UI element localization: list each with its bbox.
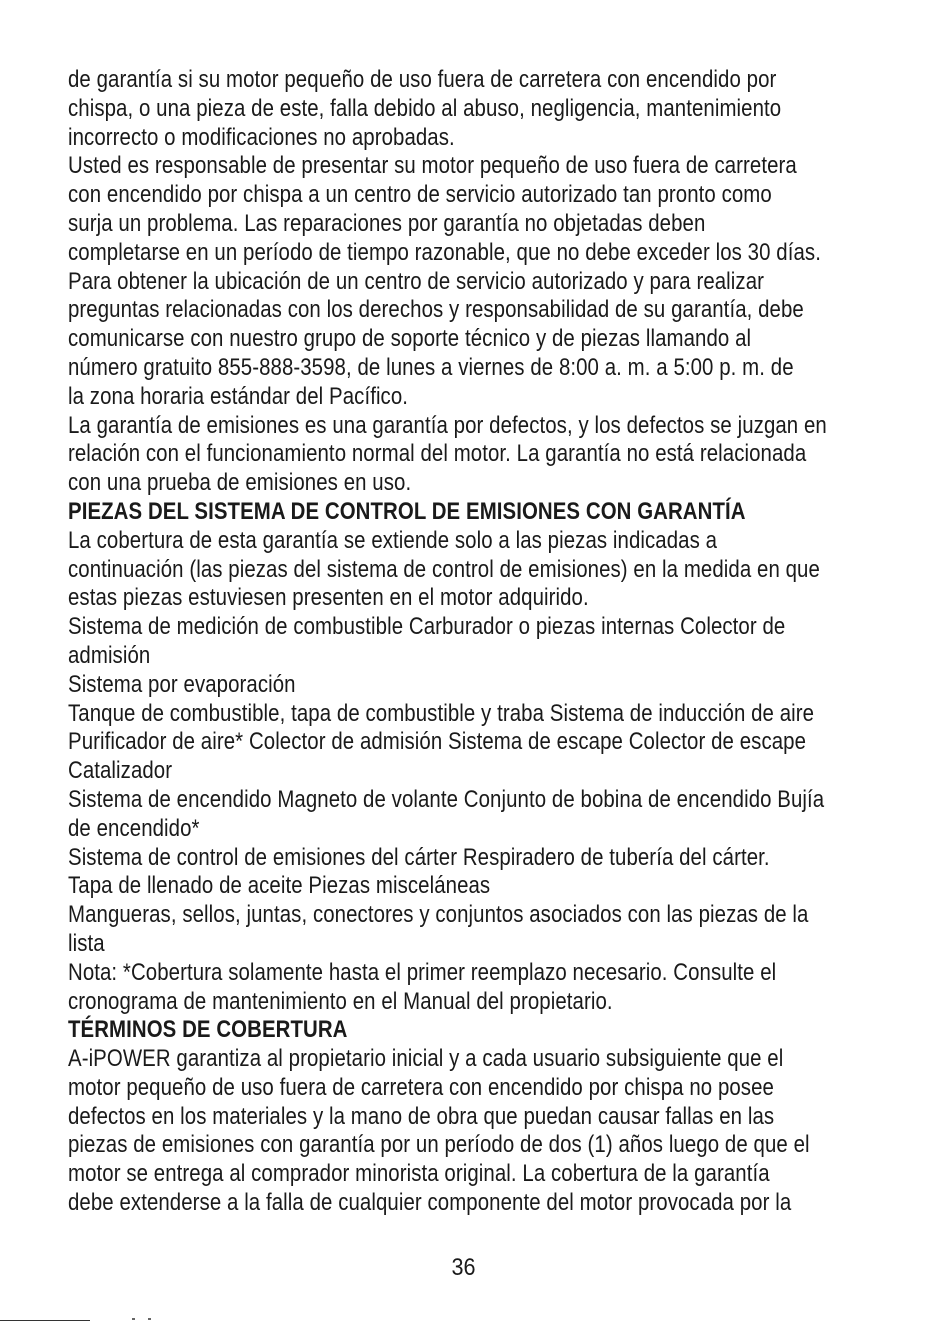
text-line: Sistema de control de emisiones del cárter Respiradero de tubería del cárter. xyxy=(68,843,770,871)
text-line: Usted es responsable de presentar su motor pequeño de uso fuera de carretera xyxy=(68,152,797,180)
footer-mark xyxy=(132,1318,135,1320)
text-line: chispa, o una pieza de este, falla debido al abuso, negligencia, mantenimiento xyxy=(68,94,782,122)
text-line: Nota: *Cobertura solamente hasta el primer reemplazo necesario. Consulte el xyxy=(68,958,777,986)
text-line: estas piezas estuviesen presenten en el motor adquirido. xyxy=(68,584,589,612)
text-line: La cobertura de esta garantía se extiende solo a las piezas indicadas a xyxy=(68,526,718,554)
text-line: Sistema de medición de combustible Carburador o piezas internas Colector de xyxy=(68,613,786,641)
text-line: preguntas relacionadas con los derechos y responsabilidad de su garantía, debe xyxy=(68,296,804,324)
text-line: de encendido* xyxy=(68,814,200,842)
text-line: continuación (las piezas del sistema de control de emisiones) en la medida en que xyxy=(68,555,820,583)
text-line: piezas de emisiones con garantía por un período de dos (1) años luego de que el xyxy=(68,1131,810,1159)
text-line: admisión xyxy=(68,641,151,669)
footer-rule xyxy=(0,1320,90,1321)
text-line: Tapa de llenado de aceite Piezas misceláneas xyxy=(68,872,491,900)
text-line: motor se entrega al comprador minorista original. La cobertura de la garantía xyxy=(68,1160,770,1188)
section-heading: PIEZAS DEL SISTEMA DE CONTROL DE EMISIONES CON GARANTÍA xyxy=(68,497,746,525)
text-line: relación con el funcionamiento normal del motor. La garantía no está relacionada xyxy=(68,440,807,468)
text-line: Purificador de aire* Colector de admisión Sistema de escape Colector de escape xyxy=(68,728,807,756)
text-line: cronograma de mantenimiento en el Manual del propietario. xyxy=(68,987,613,1015)
text-line: Catalizador xyxy=(68,757,173,785)
text-line: La garantía de emisiones es una garantía por defectos, y los defectos se juzgan en xyxy=(68,411,827,439)
footer-mark xyxy=(148,1318,151,1320)
text-line: Sistema por evaporación xyxy=(68,670,296,698)
text-line: Para obtener la ubicación de un centro de servicio autorizado y para realizar xyxy=(68,267,765,295)
text-line: comunicarse con nuestro grupo de soporte técnico y de piezas llamando al xyxy=(68,325,752,353)
text-line: de garantía si su motor pequeño de uso fuera de carretera con encendido por xyxy=(68,66,777,93)
text-line: Mangueras, sellos, juntas, conectores y conjuntos asociados con las piezas de la xyxy=(68,901,809,929)
text-line: completarse en un período de tiempo razonable, que no debe exceder los 30 días. xyxy=(68,238,821,266)
section-heading: TÉRMINOS DE COBERTURA xyxy=(68,1016,348,1044)
text-line: número gratuito 855-888-3598, de lunes a viernes de 8:00 a. m. a 5:00 p. m. de xyxy=(68,353,794,381)
text-line: surja un problema. Las reparaciones por garantía no objetadas deben xyxy=(68,209,706,237)
text-line: debe extenderse a la falla de cualquier componente del motor provocada por la xyxy=(68,1189,792,1217)
text-line: incorrecto o modificaciones no aprobadas. xyxy=(68,123,455,151)
document-body xyxy=(68,66,868,1218)
text-line: la zona horaria estándar del Pacífico. xyxy=(68,382,409,410)
text-line: Tanque de combustible, tapa de combustible y traba Sistema de inducción de aire xyxy=(68,699,815,727)
text-line: con una prueba de emisiones en uso. xyxy=(68,469,412,497)
text-line: Sistema de encendido Magneto de volante Conjunto de bobina de encendido Bujía xyxy=(68,785,825,813)
text-line: motor pequeño de uso fuera de carretera con encendido por chispa no posee xyxy=(68,1073,774,1101)
text-line: defectos en los materiales y la mano de obra que puedan causar fallas en las xyxy=(68,1102,775,1130)
text-line: lista xyxy=(68,929,105,957)
text-line: A-iPOWER garantiza al propietario inicial y a cada usuario subsiguiente que el xyxy=(68,1045,784,1073)
text-line: con encendido por chispa a un centro de servicio autorizado tan pronto como xyxy=(68,181,772,209)
page-number: 36 xyxy=(451,1254,476,1281)
